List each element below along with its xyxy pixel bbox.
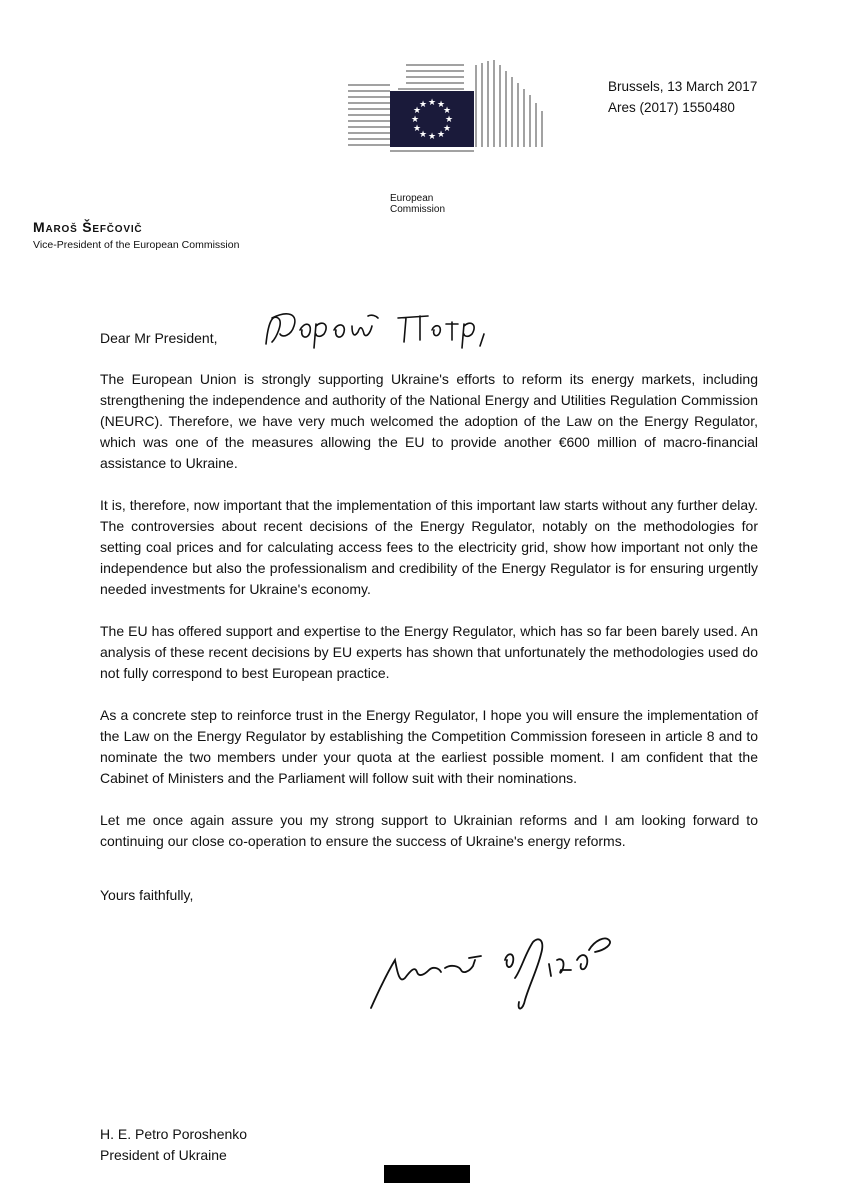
- body-paragraph-3: The EU has offered support and expertise to the Energy Regulator, which has so far been barely used. An analysis of these recent decisions by EU experts has shown that unfortunately the methodologies used do not fully correspond to best European practice.: [100, 623, 758, 681]
- logo-line-2: Commission: [390, 204, 446, 215]
- salutation: Dear Mr President,: [100, 330, 218, 346]
- svg-text:★: ★: [410, 115, 420, 125]
- svg-text:★: ★: [412, 106, 422, 116]
- place-date: Brussels, 13 March 2017: [608, 79, 758, 94]
- letter-body: [100, 369, 758, 873]
- svg-text:★: ★: [427, 98, 437, 108]
- handwritten-signature: [365, 930, 635, 1025]
- sender-name: Maroš Šefčovič: [33, 219, 143, 235]
- commission-building-icon: [346, 55, 556, 191]
- sender-block: [33, 218, 239, 252]
- reference-number: Ares (2017) 1550480: [608, 100, 735, 115]
- addressee-title: President of Ukraine: [100, 1147, 227, 1163]
- sender-title: Vice-President of the European Commission: [33, 239, 240, 251]
- body-paragraph-1: The European Union is strongly supporting Ukraine's efforts to reform its energy markets, including strengthening the independence and authority of the National Energy and Utilities Regulation Commission (NEURC). Therefore, we have very much welcomed the adoption of the Law on the Energy Regulator, which was one of the measures allowing the EU to provide another €600 million of macro-financial assistance to Ukraine.: [100, 371, 758, 471]
- svg-text:★: ★: [427, 132, 437, 142]
- body-paragraph-2: It is, therefore, now important that the implementation of this important law starts without any further delay. The controversies about recent decisions of the Energy Regulator, notably on the methodologies for setting coal prices and for calculating access fees to the electricity grid, show how important not only the independence but also the professionalism and credibility of the Energy Regulator is for ensuring urgently needed investments for Ukraine's economy.: [100, 497, 758, 597]
- body-paragraph-4: As a concrete step to reinforce trust in the Energy Regulator, I hope you will ensure the implementation of the Law on the Energy Regulator by establishing the Competition Commission foreseen in article 8 and to nominate the two members under your quota at the earliest possible moment. I am confident that the Cabinet of Ministers and the Parliament will follow suit with their nominations.: [100, 707, 758, 786]
- logo-wordmark: [390, 193, 445, 215]
- addressee-block: [100, 1124, 247, 1166]
- svg-text:★: ★: [418, 130, 428, 140]
- logo-line-1: European: [390, 193, 434, 204]
- dateline: [608, 76, 757, 118]
- svg-text:★: ★: [442, 106, 452, 116]
- redaction-bar: [384, 1165, 470, 1183]
- svg-text:★: ★: [436, 100, 446, 110]
- addressee-name: H. E. Petro Poroshenko: [100, 1126, 248, 1142]
- european-commission-logo: [346, 55, 556, 215]
- svg-text:★: ★: [436, 130, 446, 140]
- svg-text:★: ★: [444, 115, 454, 125]
- svg-text:★: ★: [442, 124, 452, 134]
- svg-text:★: ★: [412, 124, 422, 134]
- handwritten-greeting: [258, 304, 498, 359]
- svg-text:★: ★: [418, 100, 428, 110]
- body-paragraph-5: Let me once again assure you my strong support to Ukrainian reforms and I am looking forward to continuing our close co-operation to ensure the success of Ukraine's energy reforms.: [100, 812, 758, 849]
- closing: Yours faithfully,: [100, 887, 194, 903]
